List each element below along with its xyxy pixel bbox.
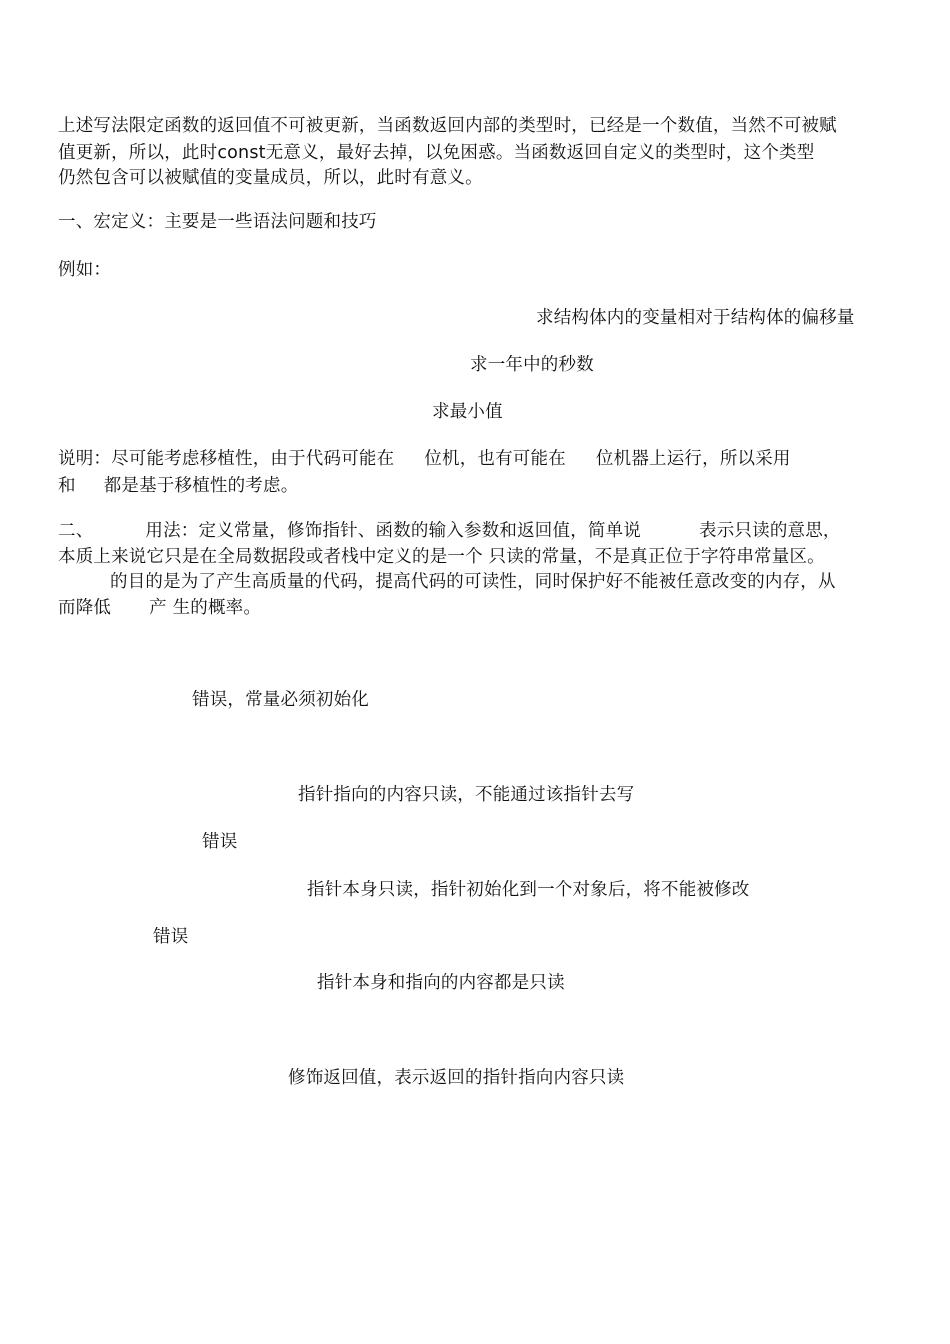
comment-const-pointer: 指针本身只读，指针初始化到一个对象后，将不能被修改	[307, 880, 750, 900]
section-2-line-1-b: 用法：定义常量，修饰指针、函数的输入参数和返回值，简单说	[145, 521, 642, 541]
section-2-number: 二、	[58, 521, 94, 541]
section-2-line-4-b: 产 生的概率。	[149, 598, 262, 618]
section-2-line-4	[58, 596, 261, 620]
note-line-1	[58, 447, 791, 471]
section-2-line-3: 的目的是为了产生高质量的代码，提高代码的可读性，同时保护好不能被任意改变的内存，从	[110, 572, 836, 592]
note-line-1-a: 说明：尽可能考虑移植性，由于代码可能在	[58, 449, 395, 469]
section-2-line-4-a: 而降低	[58, 598, 112, 618]
section-2-line-1-c: 表示只读的意思，	[699, 521, 841, 541]
intro-line-1: 上述写法限定函数的返回值不可被更新，当函数返回内部的类型时，已经是一个数值，当然不可被赋	[58, 116, 837, 136]
comment-const-init: 错误，常量必须初始化	[192, 690, 369, 710]
section-2-line-2: 本质上来说它只是在全局数据段或者栈中定义的是一个 只读的常量，不是真正位于字符串常量区。	[58, 547, 825, 567]
note-line-1-c: 位机器上运行，所以采用	[595, 449, 791, 469]
note-line-2-b: 都是基于移植性的考虑。	[103, 476, 299, 496]
comment-error-1: 错误	[202, 832, 238, 852]
comment-error-2: 错误	[153, 927, 189, 947]
comment-seconds: 求一年中的秒数	[470, 355, 594, 375]
note-line-2-a: 和	[58, 476, 76, 496]
intro-line-2-end: 无意义，最好去掉，以免困惑。当函数返回自定义的类型时，这个类型	[265, 143, 815, 163]
comment-min: 求最小值	[432, 402, 503, 422]
example-label: 例如：	[58, 260, 112, 280]
intro-line-2-start: 值更新，所以，此时	[58, 143, 218, 163]
intro-line-3: 仍然包含可以被赋值的变量成员，所以，此时有意义。	[58, 168, 483, 188]
comment-return-value: 修饰返回值，表示返回的指针指向内容只读	[288, 1068, 625, 1088]
section-2-line-1	[58, 519, 841, 543]
comment-const-pointer-to-const: 指针本身和指向的内容都是只读	[317, 973, 565, 993]
comment-offset: 求结构体内的变量相对于结构体的偏移量	[536, 308, 855, 328]
intro-line-2	[58, 141, 814, 165]
const-keyword: const	[217, 143, 266, 163]
note-line-1-b: 位机，也有可能在	[424, 449, 566, 469]
comment-pointer-to-const: 指针指向的内容只读，不能通过该指针去写	[298, 785, 635, 805]
note-line-2	[58, 474, 298, 498]
section-1-heading: 一、宏定义：主要是一些语法问题和技巧	[58, 212, 377, 232]
